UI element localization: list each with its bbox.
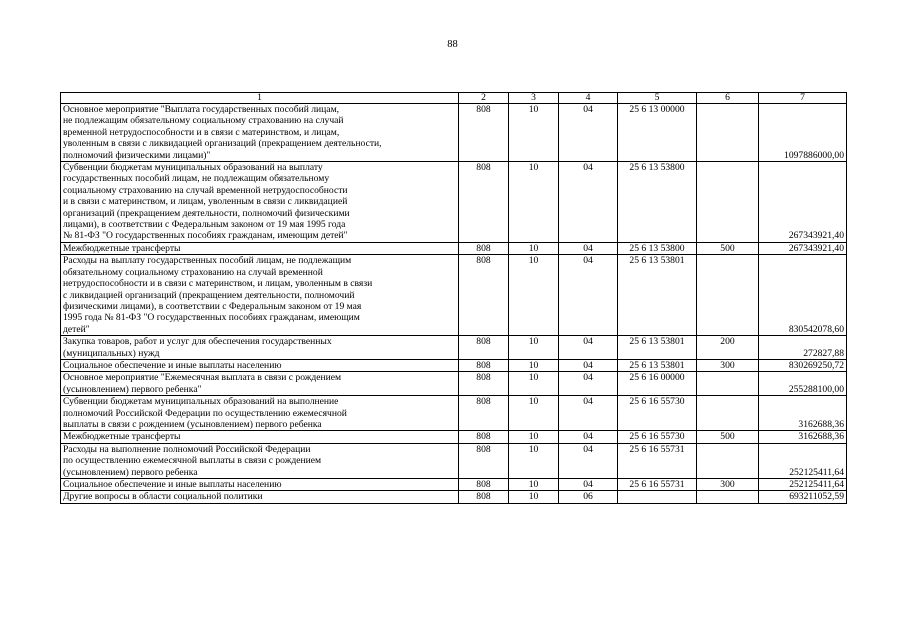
table-row (61, 491, 847, 503)
cell-name-line: уволенным в связи с ликвидацией организаций (прекращением деятельности, (63, 138, 382, 150)
cell-section: 10 (509, 242, 559, 254)
cell-name-line: и в связи с материнством, и лицам, уволенным в связи с ликвидацией (63, 196, 348, 208)
table-row (61, 104, 847, 162)
cell-amount: 272827,88 (759, 336, 847, 360)
cell-expense-type: 300 (697, 479, 759, 491)
cell-name-line: Основное мероприятие "Ежемесячная выплата в связи с рождением (63, 372, 342, 384)
cell-amount: 3162688,36 (759, 431, 847, 443)
cell-name (61, 479, 459, 491)
cell-target-item: 25 6 13 53800 (618, 162, 697, 243)
cell-name-line: выплаты в связи с рождением (усыновлением) первого ребенка (63, 418, 322, 430)
cell-name-line: социальному страхованию на случай временной нетрудоспособности (63, 184, 348, 196)
cell-section: 10 (509, 336, 559, 360)
cell-expense-type (697, 396, 759, 431)
column-number: 5 (618, 93, 697, 104)
cell-section: 10 (509, 479, 559, 491)
cell-expense-type (697, 104, 759, 162)
cell-target-item: 25 6 16 55731 (618, 479, 697, 491)
cell-grbs: 808 (459, 479, 509, 491)
table-row (61, 443, 847, 478)
table-row (61, 242, 847, 254)
table-row (61, 336, 847, 360)
budget-table-body (61, 93, 847, 504)
cell-grbs: 808 (459, 491, 509, 503)
cell-section: 10 (509, 396, 559, 431)
cell-subsection: 04 (559, 336, 618, 360)
cell-subsection: 04 (559, 242, 618, 254)
table-row (61, 255, 847, 336)
cell-name-line: лицами), в соответствии с Федеральным законом от 19 мая 1995 года (63, 219, 346, 231)
cell-name-line: Межбюджетные трансферты (63, 242, 181, 254)
cell-name-line: (муниципальных) нужд (63, 347, 160, 359)
cell-name (61, 396, 459, 431)
cell-name-line: Межбюджетные трансферты (63, 431, 181, 443)
page-number: 88 (447, 39, 458, 50)
cell-target-item: 25 6 16 55731 (618, 443, 697, 478)
cell-name-line: полномочий физическими лицами)" (63, 149, 211, 161)
cell-expense-type (697, 162, 759, 243)
cell-name-line: Социальное обеспечение и иные выплаты населению (63, 479, 282, 490)
cell-name-line: детей" (63, 323, 90, 335)
cell-subsection: 04 (559, 443, 618, 478)
cell-section: 10 (509, 372, 559, 396)
cell-name (61, 242, 459, 254)
cell-name-line: не подлежащим обязательному социальному страхованию на случай (63, 115, 344, 127)
cell-subsection: 04 (559, 431, 618, 443)
cell-amount: 267343921,40 (759, 242, 847, 254)
cell-name (61, 162, 459, 243)
cell-name (61, 336, 459, 360)
cell-amount: 252125411,64 (759, 443, 847, 478)
cell-grbs: 808 (459, 443, 509, 478)
cell-target-item (618, 491, 697, 503)
cell-section: 10 (509, 162, 559, 243)
cell-target-item: 25 6 13 53801 (618, 336, 697, 360)
cell-name-line: физическими лицами), в соответствии с Федеральным законом от 19 мая (63, 300, 362, 312)
cell-target-item: 25 6 13 00000 (618, 104, 697, 162)
cell-name-line: Социальное обеспечение и иные выплаты населению (63, 359, 282, 371)
cell-target-item: 25 6 16 55730 (618, 396, 697, 431)
cell-expense-type (697, 255, 759, 336)
cell-name-line: (усыновлением) первого ребенка (63, 466, 198, 478)
cell-name-line: Другие вопросы в области социальной политики (63, 491, 263, 503)
cell-amount: 252125411,64 (759, 479, 847, 491)
cell-grbs: 808 (459, 359, 509, 371)
cell-expense-type: 300 (697, 359, 759, 371)
cell-name-line: (усыновлением) первого ребенка" (63, 383, 202, 395)
cell-grbs: 808 (459, 372, 509, 396)
cell-amount: 830269250,72 (759, 359, 847, 371)
cell-target-item: 25 6 13 53801 (618, 255, 697, 336)
cell-section: 10 (509, 431, 559, 443)
column-number: 6 (697, 93, 759, 104)
cell-target-item: 25 6 13 53801 (618, 359, 697, 371)
cell-subsection: 04 (559, 479, 618, 491)
cell-target-item: 25 6 16 00000 (618, 372, 697, 396)
cell-target-item: 25 6 16 55730 (618, 431, 697, 443)
column-number: 7 (759, 93, 847, 104)
table-row (61, 479, 847, 491)
cell-grbs: 808 (459, 162, 509, 243)
column-number: 1 (61, 93, 459, 104)
cell-name-line: государственных пособий лицам, не подлежащим обязательному (63, 173, 330, 185)
column-number: 2 (459, 93, 509, 104)
cell-name-line: обязательному социальному страхованию на случай временной (63, 266, 323, 278)
cell-expense-type: 500 (697, 242, 759, 254)
cell-amount: 830542078,60 (759, 255, 847, 336)
cell-name-line: полномочий Российской Федерации по осуществлению ежемесячной (63, 407, 347, 419)
cell-expense-type (697, 491, 759, 503)
cell-name (61, 372, 459, 396)
column-number: 3 (509, 93, 559, 104)
cell-name (61, 359, 459, 371)
cell-section: 10 (509, 443, 559, 478)
table-row (61, 372, 847, 396)
cell-subsection: 04 (559, 104, 618, 162)
cell-grbs: 808 (459, 104, 509, 162)
cell-grbs: 808 (459, 336, 509, 360)
cell-subsection: 04 (559, 372, 618, 396)
cell-grbs: 808 (459, 255, 509, 336)
cell-subsection: 04 (559, 396, 618, 431)
cell-name (61, 443, 459, 478)
cell-amount: 1097886000,00 (759, 104, 847, 162)
cell-grbs: 808 (459, 396, 509, 431)
cell-name-line: 1995 года № 81-ФЗ "О государственных пособиях гражданам, имеющим (63, 312, 360, 324)
cell-subsection: 04 (559, 255, 618, 336)
table-row (61, 431, 847, 443)
cell-amount: 3162688,36 (759, 396, 847, 431)
budget-table (60, 92, 847, 504)
cell-name (61, 104, 459, 162)
cell-subsection: 04 (559, 162, 618, 243)
cell-expense-type (697, 443, 759, 478)
cell-name-line: с ликвидацией организаций (прекращением деятельности, полномочий (63, 289, 355, 301)
cell-name (61, 431, 459, 443)
cell-grbs: 808 (459, 242, 509, 254)
cell-name (61, 255, 459, 336)
cell-name-line: Основное мероприятие "Выплата государственных пособий лицам, (63, 104, 340, 115)
cell-amount: 693211052,59 (759, 491, 847, 503)
cell-name-line: Субвенции бюджетам муниципальных образований на выполнение (63, 396, 339, 408)
cell-expense-type: 200 (697, 336, 759, 360)
table-row (61, 396, 847, 431)
table-row (61, 359, 847, 371)
cell-amount: 255288100,00 (759, 372, 847, 396)
cell-name-line: нетрудоспособности и в связи с материнством, и лицам, уволенным в связи (63, 278, 373, 290)
cell-name-line: № 81-ФЗ "О государственных пособиях гражданам, имеющим детей" (63, 230, 348, 242)
cell-expense-type: 500 (697, 431, 759, 443)
cell-section: 10 (509, 255, 559, 336)
cell-section: 10 (509, 491, 559, 503)
cell-subsection: 04 (559, 359, 618, 371)
cell-name-line: Субвенции бюджетам муниципальных образований на выплату (63, 162, 323, 174)
cell-target-item: 25 6 13 53800 (618, 242, 697, 254)
column-number: 4 (559, 93, 618, 104)
cell-name-line: Расходы на выплату государственных пособий лицам, не подлежащим (63, 255, 352, 267)
cell-name-line: Расходы на выполнение полномочий Российской Федерации (63, 443, 311, 455)
cell-name-line: по осуществлению ежемесячной выплаты в связи с рождением (63, 455, 322, 467)
cell-section: 10 (509, 104, 559, 162)
column-number-row (61, 93, 847, 104)
cell-amount: 267343921,40 (759, 162, 847, 243)
cell-name-line: Закупка товаров, работ и услуг для обеспечения государственных (63, 336, 332, 348)
table-row (61, 162, 847, 243)
cell-grbs: 808 (459, 431, 509, 443)
cell-name-line: временной нетрудоспособности и в связи с материнством, и лицам, (63, 126, 340, 138)
cell-section: 10 (509, 359, 559, 371)
cell-expense-type (697, 372, 759, 396)
cell-name-line: организаций (прекращением деятельности, полномочий физическими (63, 207, 350, 219)
cell-name (61, 491, 459, 503)
cell-subsection: 06 (559, 491, 618, 503)
